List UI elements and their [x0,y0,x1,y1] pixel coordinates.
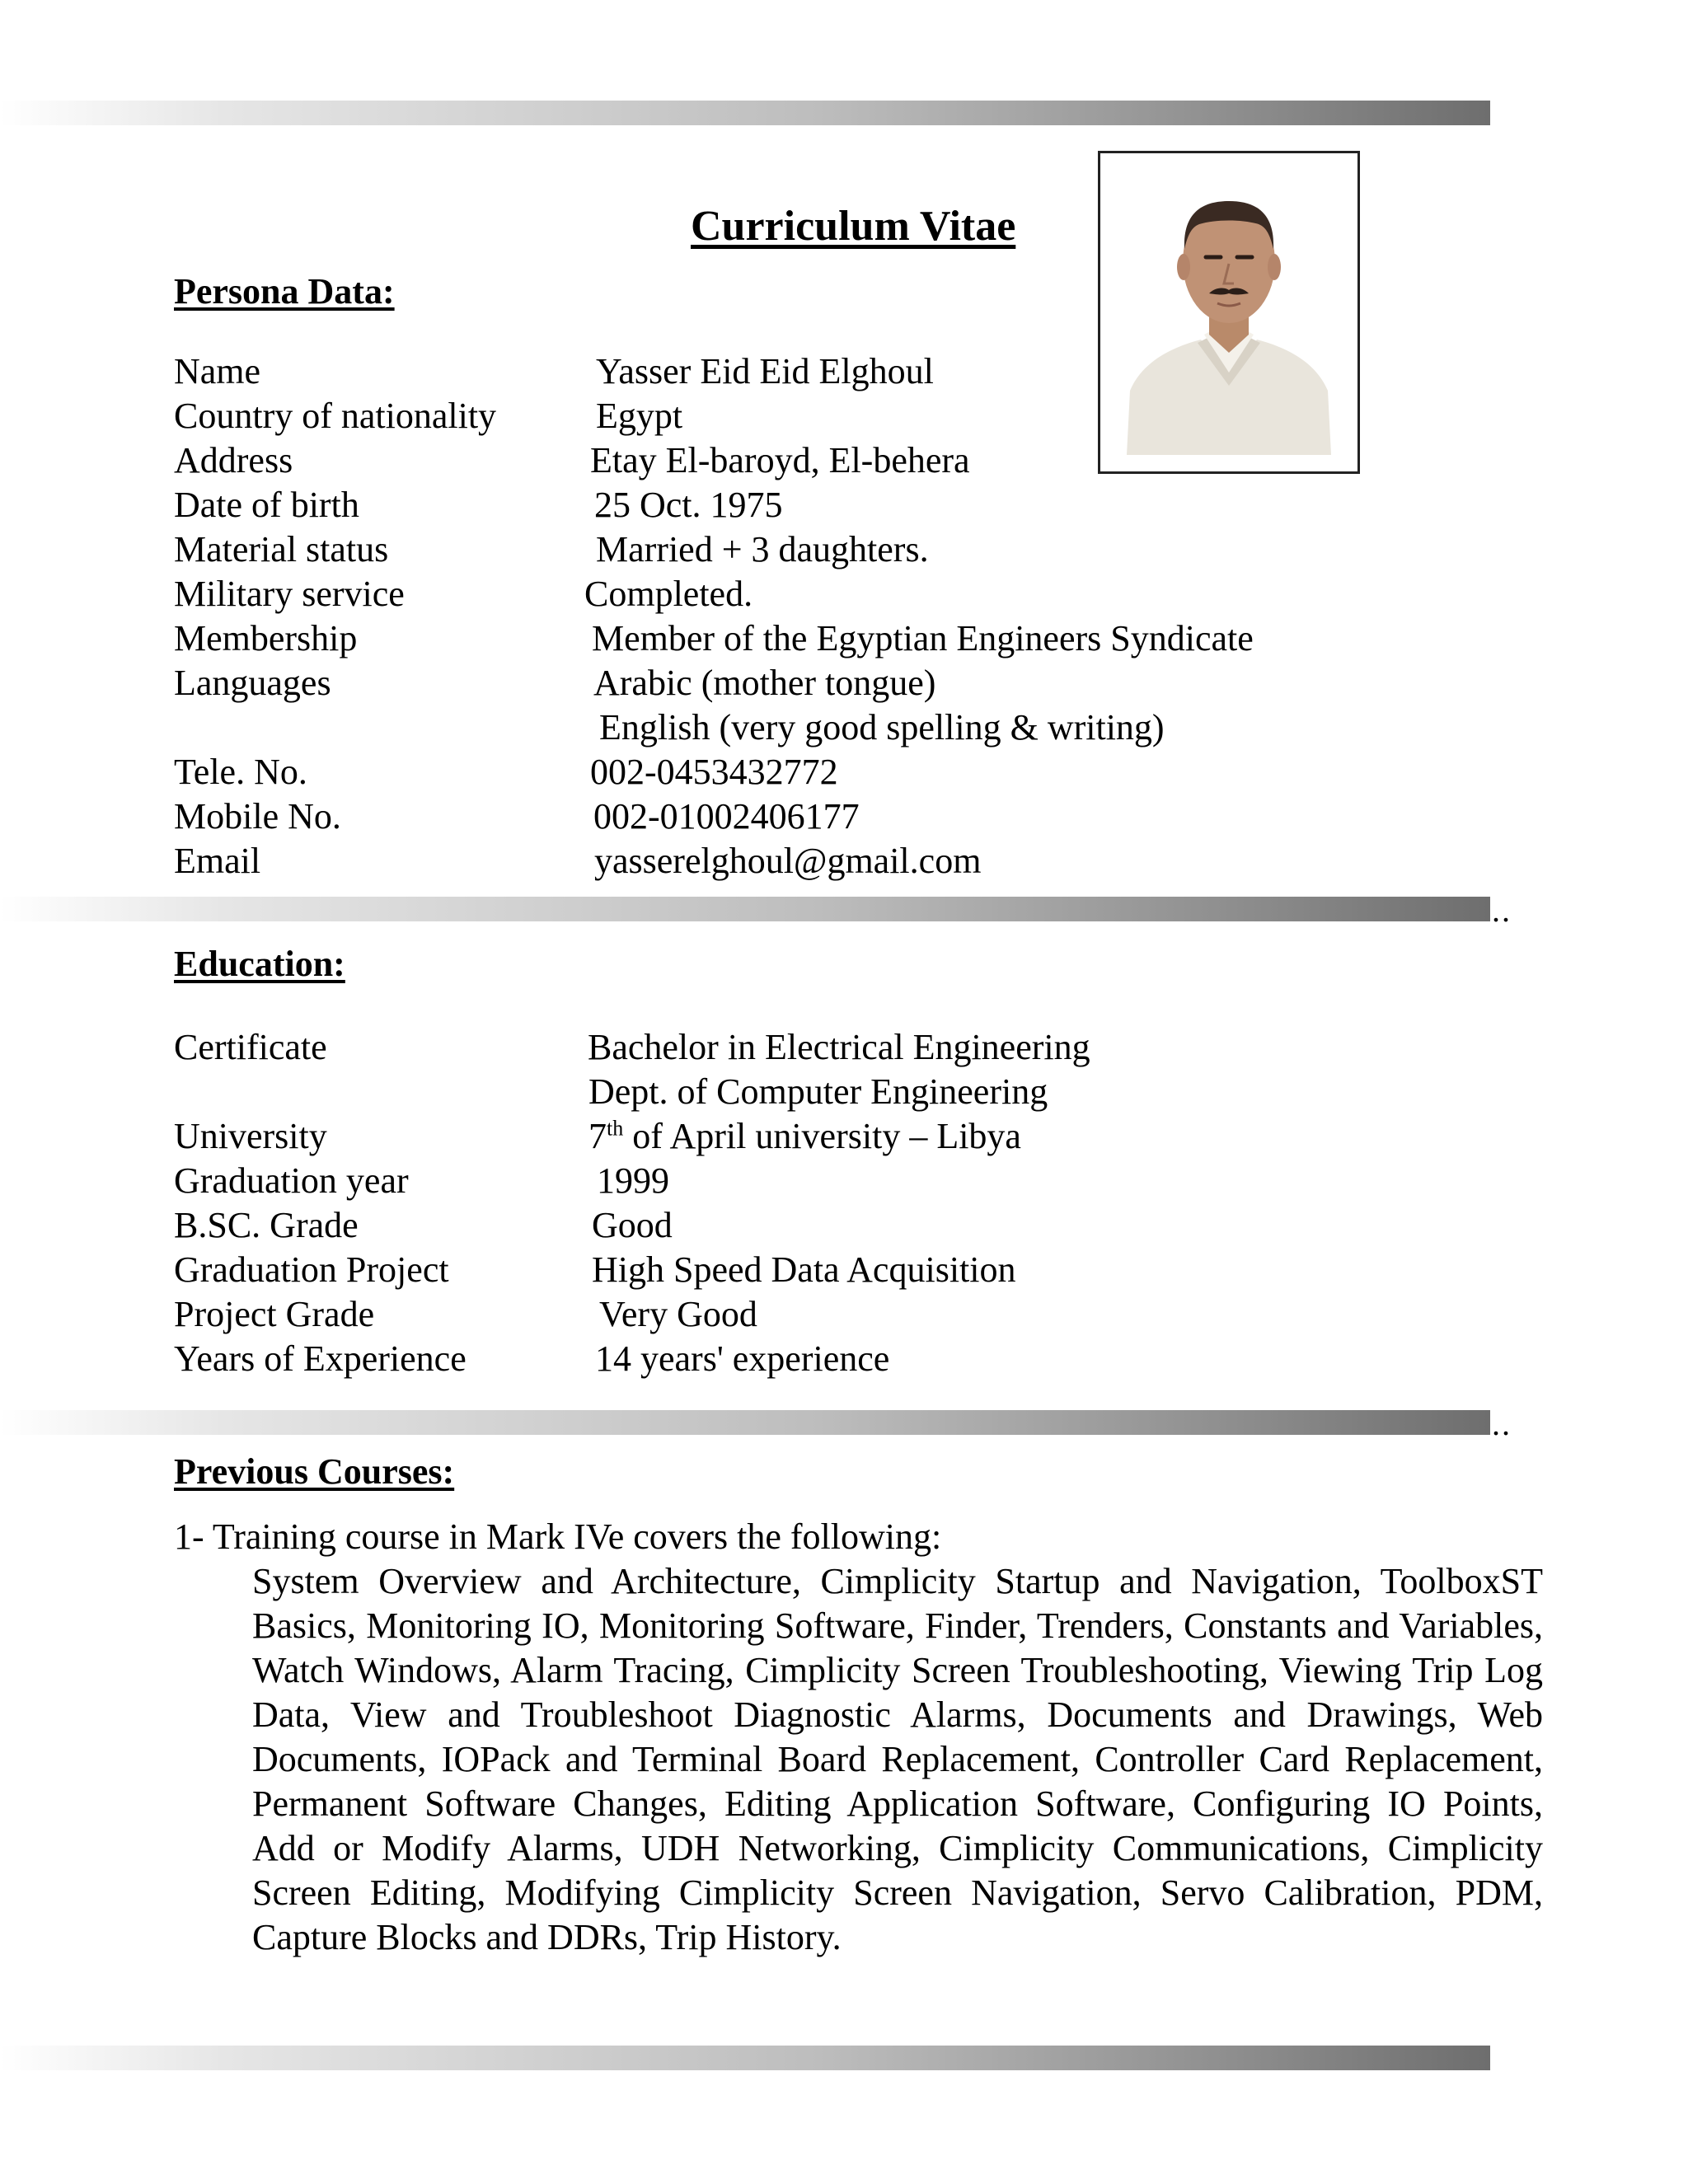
personal-data-heading: Persona Data: [174,271,395,312]
course-1-description: System Overview and Architecture, Cimplicity Startup and Navigation, ToolboxST Basics, Monitoring IO, Monitoring Software, Finder, Trenders, Constants and Variables, Watch Windows, Alarm Tracing, Cimplicity Screen Troubleshooting, Viewing Trip Log Data, View and Troubleshoot Diagnostic Alarms, Documents and Drawings, Web Documents, IOPack and Terminal Board Replacement, Controller Card Replacement, Permanent Software Changes, Editing Application Software, Configuring IO Points, Add or Modify Alarms, UDH Networking, Cimplicity Communications, Cimplicity Screen Editing, Modifying Cimplicity Screen Navigation, Servo Calibration, PDM, Capture Blocks and DDRs, Trip History. [252,1561,1543,1957]
languages-label: Languages [174,663,331,703]
address-value: Etay El-baroyd, El-behera [590,440,970,480]
mobile-label: Mobile No. [174,796,341,837]
graduation-year-label: Graduation year [174,1160,409,1201]
membership-value: Member of the Egyptian Engineers Syndicate [592,618,1254,658]
course-1-intro: 1- Training course in Mark IVe covers the following: [174,1516,942,1557]
membership-label: Membership [174,618,358,658]
personal-separator-bar [0,897,1490,921]
department-value: Dept. of Computer Engineering [588,1071,1048,1112]
experience-label: Years of Experience [174,1338,467,1379]
experience-row [0,1337,1490,1381]
document-title: Curriculum Vitae [691,203,1016,250]
university-value [588,1114,1021,1159]
name-value: Yasser Eid Eid Elghoul [596,351,934,391]
membership-row [0,616,1490,661]
top-separator-bar [0,101,1490,125]
marital-status-value: Married + 3 daughters. [596,529,929,569]
university-name: of April university – Libya [623,1116,1021,1156]
dob-label: Date of birth [174,485,359,525]
military-service-row [0,572,1490,616]
marital-status-label: Material status [174,529,389,569]
previous-courses-heading: Previous Courses: [174,1451,455,1492]
graduation-project-value: High Speed Data Acquisition [592,1249,1016,1290]
bsc-grade-value: Good [592,1205,673,1245]
military-service-label: Military service [174,574,405,614]
marital-status-row [0,527,1490,572]
university-row [0,1114,1490,1159]
certificate-label: Certificate [174,1027,327,1067]
certificate-value: Bachelor in Electrical Engineering [588,1027,1090,1067]
project-grade-value: Very Good [599,1294,757,1334]
address-row [0,438,1490,483]
nationality-row [0,394,1490,438]
address-label: Address [174,440,293,480]
language-1-value: Arabic (mother tongue) [593,663,936,703]
experience-value: 14 years' experience [595,1338,890,1379]
university-number: 7 [588,1116,607,1156]
graduation-project-label: Graduation Project [174,1249,449,1290]
graduation-year-row [0,1159,1490,1203]
tele-value: 002-0453432772 [590,752,838,792]
department-row [0,1070,1490,1114]
project-grade-row [0,1292,1490,1337]
graduation-project-row [0,1248,1490,1292]
name-row [0,349,1490,394]
project-grade-label: Project Grade [174,1294,375,1334]
bottom-separator-bar [0,2046,1490,2070]
university-ordinal: th [607,1116,624,1141]
dob-row [0,483,1490,527]
languages-row-2 [0,705,1490,750]
personal-separator-dots: .. [1492,892,1512,929]
tele-row [0,750,1490,794]
email-value: yasserelghoul@gmail.com [594,841,982,881]
education-separator-dots: .. [1492,1405,1512,1442]
mobile-row [0,794,1490,839]
education-separator-bar [0,1410,1490,1435]
university-label: University [174,1116,327,1156]
bsc-grade-label: B.SC. Grade [174,1205,359,1245]
certificate-row [0,1025,1490,1070]
bsc-grade-row [0,1203,1490,1248]
name-label: Name [174,351,261,391]
email-label: Email [174,841,261,881]
nationality-label: Country of nationality [174,396,497,436]
tele-label: Tele. No. [174,752,307,792]
languages-row [0,661,1490,705]
military-service-value: Completed. [584,574,753,614]
nationality-value: Egypt [596,396,683,436]
mobile-value: 002-01002406177 [593,796,860,837]
language-2-value: English (very good spelling & writing) [599,707,1165,748]
graduation-year-value: 1999 [597,1160,669,1201]
email-row [0,839,1490,883]
dob-value: 25 Oct. 1975 [594,485,783,525]
education-heading: Education: [174,944,345,984]
